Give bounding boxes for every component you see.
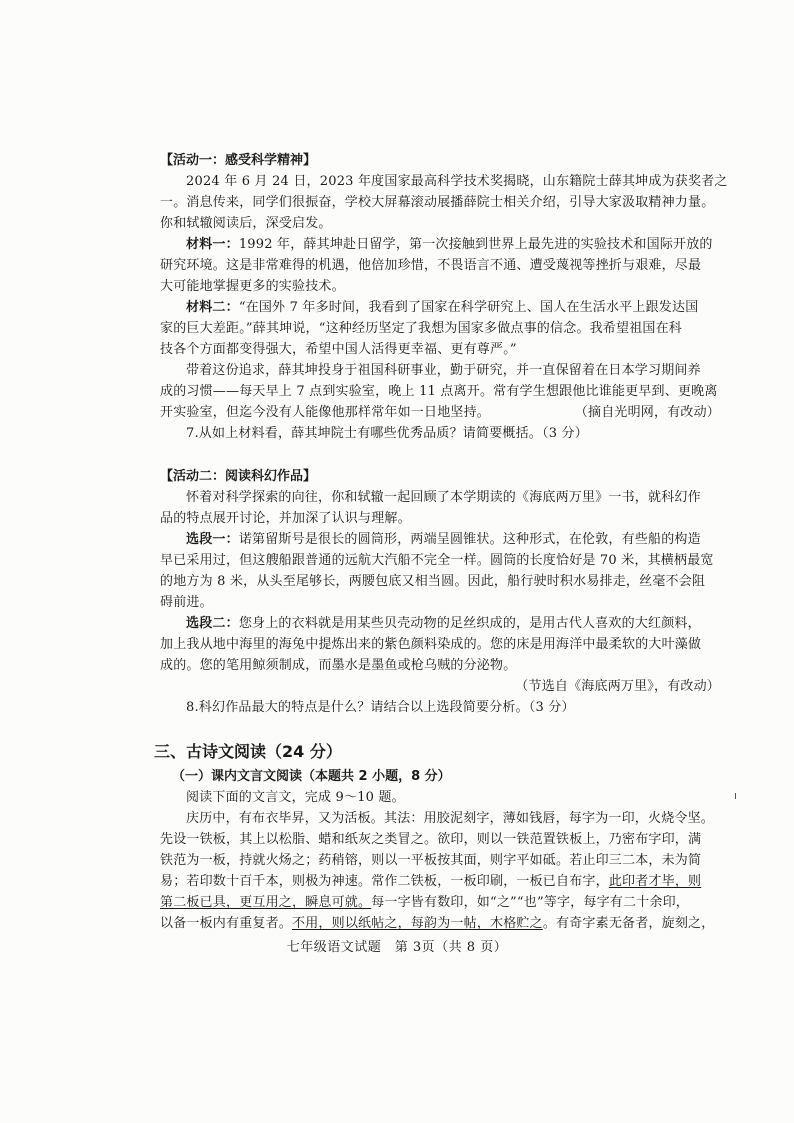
passage-text: 易；若印数十百千本，则极为神速。常作二铁板，一板印刷，一板已自布字，	[160, 874, 609, 889]
activity1-intro-line: 2024 年 6 月 24 日，2023 年度国家最高科学技术奖揭晓，山东籍院士薛其坤成为获奖者之	[186, 174, 728, 189]
section3-subtitle: （一）课内文言文阅读（本题共 2 小题，8 分）	[172, 769, 451, 784]
material1-line	[160, 234, 720, 255]
activity2-source: （节选自《海底两万里》，有改动）	[515, 679, 720, 694]
question-7: 7.从如上材料看，薛其坤院士有哪些优秀品质？请简要概括。（3 分）	[186, 426, 588, 441]
excerpt2-line: 加上我从地中海里的海兔中提炼出来的紫色颜料染成的。您的床是用海洋中最柔软的大叶藻做	[160, 637, 702, 652]
passage-line	[160, 913, 720, 934]
passage-line	[160, 871, 720, 892]
passage-text: 以备一板内有重复者。	[160, 916, 293, 931]
passage-text: 每一字皆有数印，如“之”“也”等字，每字有二十余印，	[371, 895, 689, 910]
passage-line: 铁范为一板，持就火炀之；药稍镕，则以一平板按其面，则字平如砥。若止印三二本，未为简	[160, 853, 702, 868]
material2-line	[160, 297, 720, 318]
activity2-intro-line: 品的特点展开讨论，并加深了认识与理解。	[160, 511, 411, 526]
excerpt2-text: 您身上的衣料就是用某些贝壳动物的足丝织成的，是用古代人喜欢的大红颜料，	[238, 616, 701, 631]
material2-line: 家的巨大差距。”薛其坤说，“这种经历坚定了我想为国家多做点事的信念。我希望祖国在科	[160, 321, 682, 336]
passage-line	[160, 892, 720, 913]
activity2-intro-line: 怀着对科学探索的向往，你和轼辙一起回顾了本学期读的《海底两万里》一书，就科幻作	[186, 490, 701, 505]
scan-mark	[735, 793, 736, 799]
underlined-sentence: 第二板已具，更互用之，瞬息可就。	[160, 895, 372, 910]
activity1-heading: 【活动一：感受科学精神】	[160, 153, 317, 168]
section3-instruction: 阅读下面的文言文，完成 9～10 题。	[186, 790, 405, 805]
excerpt1-text: 诺第留斯号是很长的圆筒形，两端呈圆锥状。这种形式，在伦敦，有些船的构造	[238, 532, 701, 547]
section3-title: 三、古诗文阅读（24 分）	[154, 742, 342, 761]
excerpt1-line: 碍前进。	[160, 595, 213, 610]
material3-line: 成的习惯——每天早上 7 点到实验室，晚上 11 点离开。常有学生想跟他比谁能更早到、更晚离	[160, 384, 718, 399]
activity1-intro-line: 你和轼辙阅读后，深受启发。	[160, 216, 332, 231]
excerpt1-label: 选段一：	[186, 532, 239, 547]
material1-line: 大可能地掌握更多的实验技术。	[160, 279, 345, 294]
excerpt2-line	[160, 613, 720, 634]
material1-label: 材料一：	[186, 237, 239, 252]
material3-line: 带着这份追求，薛其坤投身于祖国科研事业，勤于研究，并一直保留着在日本学习期间养	[186, 363, 701, 378]
excerpt1-line	[160, 529, 720, 550]
excerpt2-label: 选段二：	[186, 616, 239, 631]
answer-space	[160, 444, 720, 466]
material1-text: 1992 年，薛其坤赴日留学，第一次接触到世界上最先进的实验技术和国际开放的	[238, 237, 713, 252]
passage-line: 先设一铁板，其上以松脂、蜡和纸灰之类冒之。欲印，则以一铁范置铁板上，乃密布字印，满	[160, 832, 702, 847]
passage-text: 。有奇字素无备者，旋刻之，	[542, 916, 715, 931]
underlined-sentence: 不用，则以纸帖之，每韵为一帖，木格贮之	[292, 916, 543, 931]
material3-text: 开实验室，但迄今没有人能像他那样常年如一日地坚持。	[160, 405, 491, 420]
excerpt1-line: 的地方为 8 米，从头至尾够长，两腰包底又相当圆。因此，船行驶时积水易排走，丝毫不会阻	[160, 574, 706, 589]
activity1-source: （摘自光明网，有改动）	[574, 405, 720, 420]
material2-line: 技各个方面都变得强大，希望中国人活得更幸福、更有尊严。”	[160, 342, 517, 357]
passage-line: 庆历中，有布衣毕昇，又为活板。其法：用胶泥刻字，薄如钱唇，每字为一印，火烧令坚。	[186, 811, 715, 826]
excerpt1-line: 早已采用过，但这艘船跟普通的远航大汽船不完全一样。圆筒的长度恰好是 70 米，其横柄最宽	[160, 553, 714, 568]
question-8: 8.科幻作品最大的特点是什么？请结合以上选段简要分析。（3 分）	[186, 700, 575, 715]
material1-line: 研究环境。这是非常难得的机遇，他倍加珍惜，不畏语言不通、遭受蔑视等挫折与艰难，尽最	[160, 258, 702, 273]
answer-space	[160, 718, 720, 740]
underlined-sentence: 此印者才毕，则	[608, 874, 702, 889]
page-footer: 七年级语文试题 第 3页（共 8 页）	[286, 940, 508, 955]
activity2-heading: 【活动二：阅读科幻作品】	[160, 469, 317, 484]
material2-label: 材料二：	[186, 300, 239, 315]
material2-text: “在国外 7 年多时间，我看到了国家在科学研究上、国人在生活水平上跟发达国	[238, 300, 699, 315]
activity1-intro-line: 一。消息传来，同学们很振奋，学校大屏幕滚动展播薛院士相关介绍，引导大家汲取精神力量。	[160, 195, 715, 210]
page-content	[154, 150, 728, 934]
material3-line	[160, 402, 720, 423]
excerpt2-line: 成的。您的笔用鲸须制成，而墨水是墨鱼或枪乌贼的分泌物。	[160, 658, 517, 673]
